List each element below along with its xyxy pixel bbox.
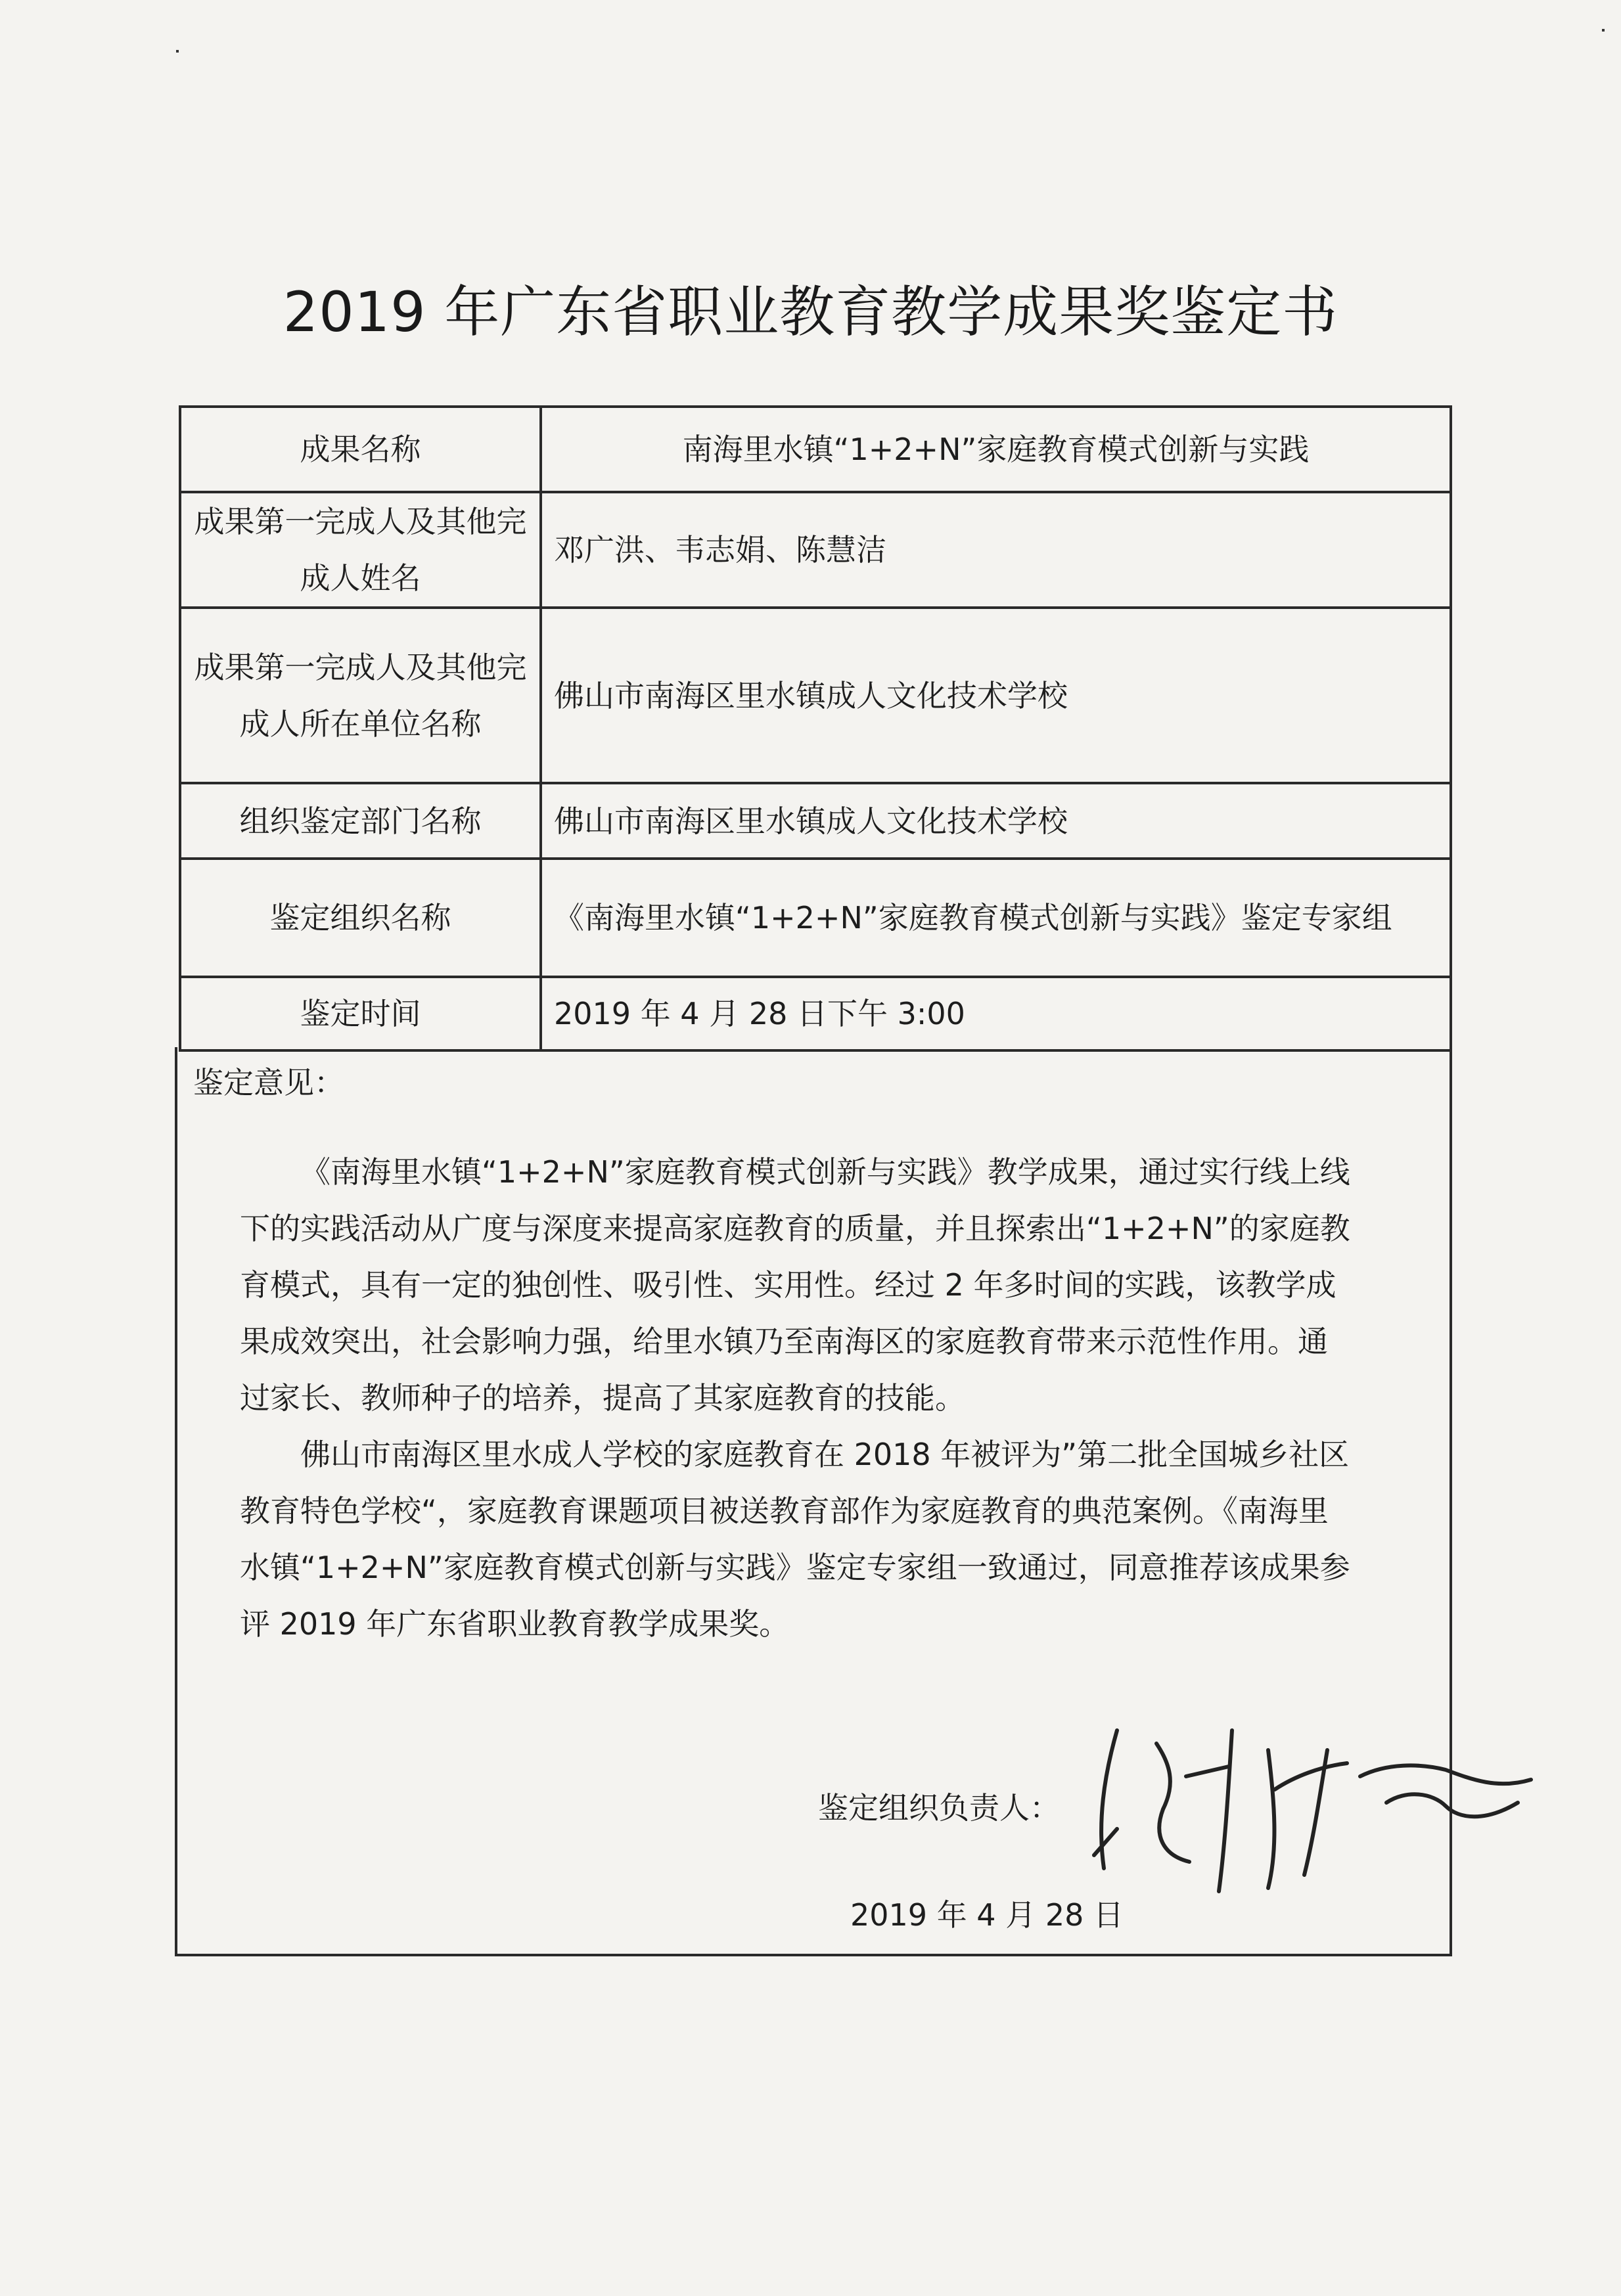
row-value-appraisal-department: 佛山市南海区里水镇成人文化技术学校 (541, 783, 1451, 859)
scan-mark (176, 50, 179, 53)
row-label-appraisal-time: 鉴定时间 (180, 977, 541, 1050)
handwritten-signature (1078, 1704, 1584, 1904)
row-value-completers: 邓广洪、韦志娟、陈慧洁 (541, 492, 1451, 608)
row-label-appraisal-department: 组织鉴定部门名称 (180, 783, 541, 859)
table-row (180, 492, 1451, 608)
table-row (180, 407, 1451, 492)
page-title: 2019 年广东省职业教育教学成果奖鉴定书 (283, 280, 1338, 344)
sign-date: 2019 年 4 月 28 日 (850, 1897, 1124, 1933)
opinion-paragraph: 《南海里水镇“1+2+N”家庭教育模式创新与实践》教学成果，通过实行线上线下的实践活动从广度与深度来提高家庭教育的质量，并且探索出“1+2+N”的家庭教育模式，具有一定的独创性、吸引性、实用性。经过 2 年多时间的实践，该教学成果成效突出，社会影响力强，给里水镇乃至南海区的家庭教育带来示范性作用。通过家长、教师种子的培养，提高了其家庭教育的技能。 (240, 1154, 1350, 1416)
scan-mark (1602, 29, 1605, 32)
table-row (180, 977, 1451, 1050)
table-row (180, 608, 1451, 783)
row-value-organization: 佛山市南海区里水镇成人文化技术学校 (541, 608, 1451, 783)
row-value-appraisal-group: 《南海里水镇“1+2+N”家庭教育模式创新与实践》鉴定专家组 (541, 859, 1451, 977)
row-label-achievement-name: 成果名称 (180, 407, 541, 492)
table-row (180, 859, 1451, 977)
row-label-organization: 成果第一完成人及其他完成人所在单位名称 (180, 608, 541, 783)
info-table (179, 405, 1452, 1052)
row-value-achievement-name: 南海里水镇“1+2+N”家庭教育模式创新与实践 (541, 407, 1451, 492)
opinion-body (240, 1144, 1357, 1652)
table-row (180, 783, 1451, 859)
opinion-label: 鉴定意见： (193, 1065, 344, 1100)
row-label-appraisal-group: 鉴定组织名称 (180, 859, 541, 977)
signer-label: 鉴定组织负责人： (818, 1790, 1060, 1826)
row-value-appraisal-time: 2019 年 4 月 28 日下午 3:00 (541, 977, 1451, 1050)
row-label-completers: 成果第一完成人及其他完成人姓名 (180, 492, 541, 608)
appraisal-opinion-box (175, 1047, 1452, 1956)
opinion-paragraph: 佛山市南海区里水成人学校的家庭教育在 2018 年被评为”第二批全国城乡社区教育特色学校“，家庭教育课题项目被送教育部作为家庭教育的典范案例。《南海里水镇“1+2+N”家庭教育模式创新与实践》鉴定专家组一致通过，同意推荐该成果参评 2019 年广东省职业教育教学成果奖。 (240, 1437, 1350, 1642)
